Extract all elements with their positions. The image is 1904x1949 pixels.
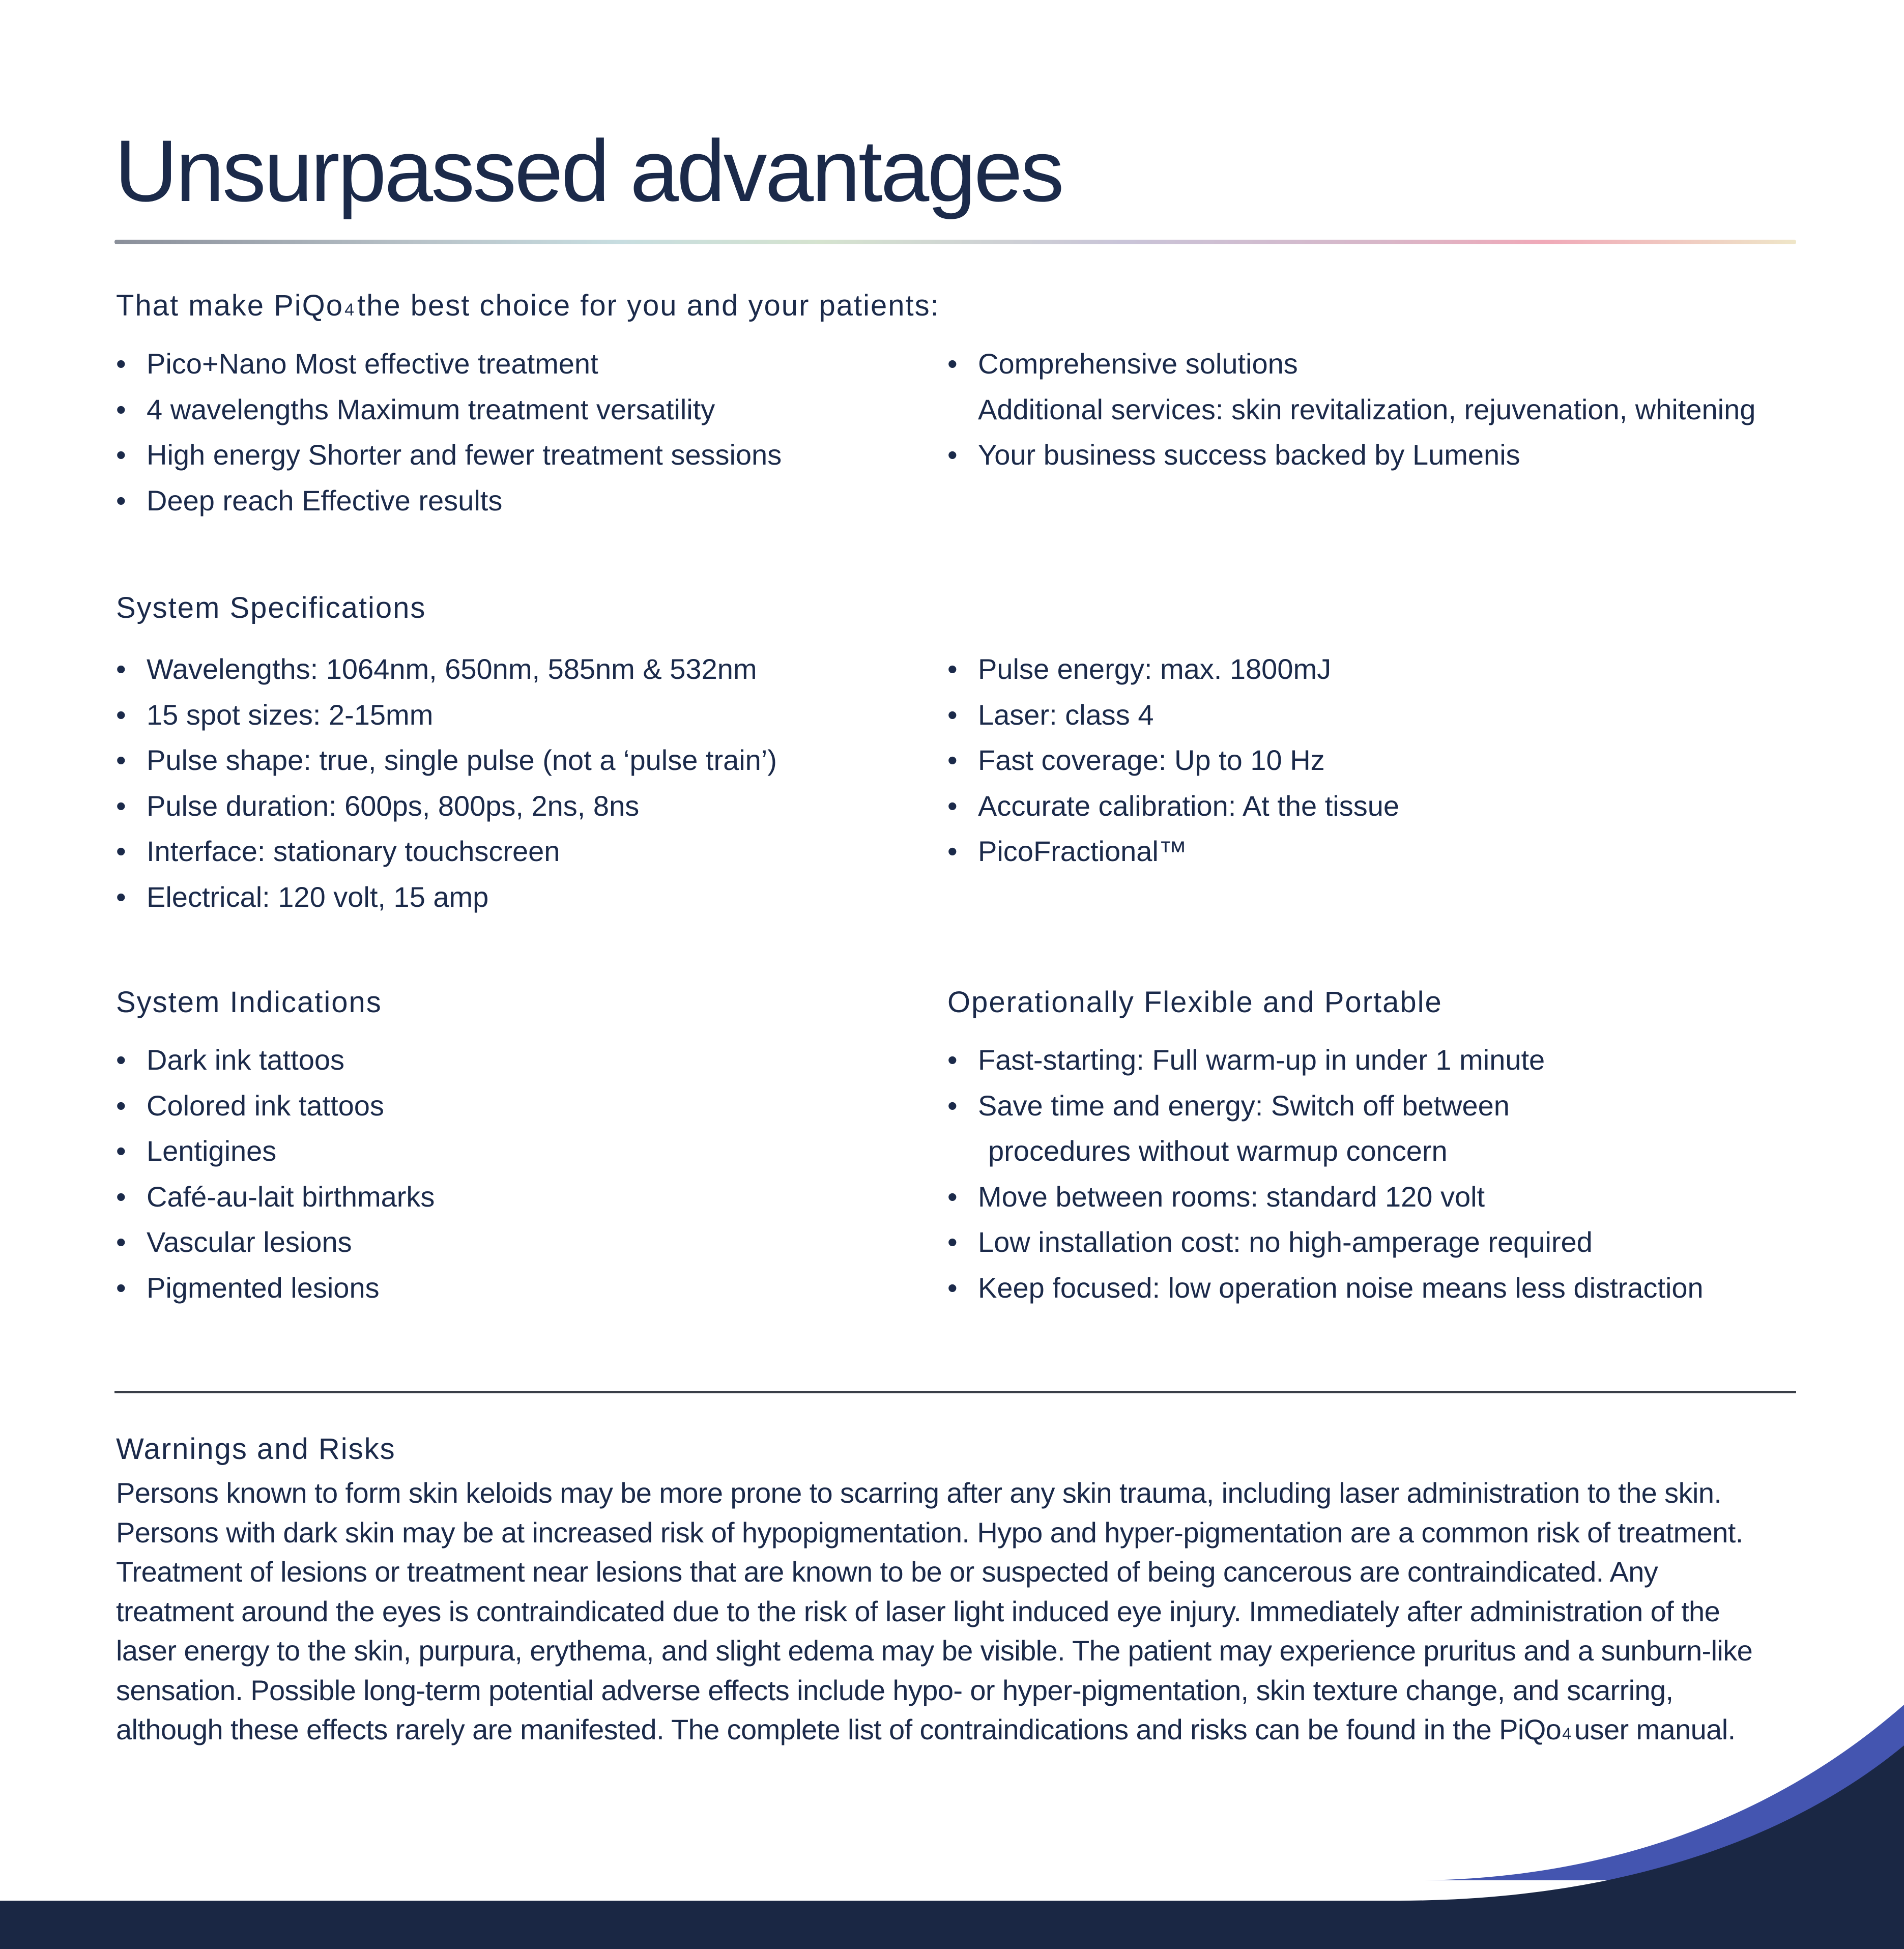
- list-item: • Accurate calibration: At the tissue: [947, 789, 1399, 822]
- list-item: • Vascular lesions: [116, 1226, 352, 1258]
- list-item-detail: Additional services: skin revitalization, rejuvenation, whitening: [978, 393, 1756, 425]
- list-item: • High energy Shorter and fewer treatment sessions: [116, 439, 782, 471]
- advantages-list-right: [947, 341, 1755, 478]
- list-item: • Save time and energy: Switch off between: [947, 1089, 1510, 1122]
- swoosh-accent: [0, 1705, 1904, 1880]
- specs-list-left: [116, 646, 777, 920]
- list-item: • Fast coverage: Up to 10 Hz: [947, 744, 1325, 776]
- list-item: • Pigmented lesions: [116, 1271, 380, 1304]
- decorative-swoosh: [0, 1705, 1904, 1949]
- list-item: • Pulse duration: 600ps, 800ps, 2ns, 8ns: [116, 789, 640, 822]
- list-item-detail: procedures without warmup concern: [988, 1135, 1448, 1167]
- flexible-list: [947, 1037, 1704, 1310]
- specs-list-right: [947, 646, 1399, 874]
- list-item: • Pulse energy: max. 1800mJ: [947, 653, 1332, 685]
- intro-line: [116, 288, 940, 328]
- list-item: • Colored ink tattoos: [116, 1089, 384, 1122]
- list-item: • Dark ink tattoos: [116, 1044, 345, 1076]
- list-item: • Comprehensive solutions: [947, 348, 1298, 380]
- list-item: • Lentigines: [116, 1135, 277, 1167]
- list-item: • Pico+Nano Most effective treatment: [116, 348, 598, 380]
- intro-text-end: the best choice for you and your patients:: [357, 289, 940, 322]
- list-item: • Low installation cost: no high-amperage required: [947, 1226, 1593, 1258]
- warnings-body: Persons known to form skin keloids may be more prone to scarring after any skin trauma, including laser administration to the skin. Persons with dark skin may be at increased risk of hypopigmentation. Hypo and hyper-pigmentation are a common risk of treatment. Treatment of lesions or treatment near lesions that are known to be or suspected of being cancerous are contraindicated. Any treatment around the eyes is contraindicated due to the risk of laser light induced eye injury. Immediately after administration of the laser energy to the skin, purpura, erythema, and slight edema may be visible. The patient may experience pruritus and a sunburn-like sensation. Possible long-term potential adverse effects include hypo- or hyper-pigmentation, skin texture change, and scarring, although these effects rarely are manifested. The complete list of contraindications and risks can be found in the PiQo4 user manual.: [116, 1477, 1753, 1745]
- gradient-divider: [114, 240, 1796, 244]
- list-item: • 4 wavelengths Maximum treatment versatility: [116, 393, 715, 425]
- intro-subscript: 4: [344, 300, 354, 320]
- list-item: • Electrical: 120 volt, 15 amp: [116, 880, 489, 913]
- list-item: • Move between rooms: standard 120 volt: [947, 1180, 1485, 1213]
- swoosh-navy: [0, 1745, 1904, 1949]
- list-item: • Deep reach Effective results: [116, 484, 503, 517]
- advantages-list-left: [116, 341, 782, 523]
- list-item: • Pulse shape: true, single pulse (not a ‘pulse train’): [116, 744, 777, 776]
- warnings-heading: Warnings and Risks: [116, 1432, 396, 1466]
- list-item: • Your business success backed by Lumenis: [947, 439, 1520, 471]
- list-item: • Wavelengths: 1064nm, 650nm, 585nm & 532nm: [116, 653, 757, 685]
- section-divider: [114, 1391, 1796, 1393]
- list-item: • PicoFractional™: [947, 835, 1187, 867]
- indications-heading: System Indications: [116, 986, 382, 1019]
- list-item: • Fast-starting: Full warm-up in under 1 minute: [947, 1044, 1545, 1076]
- page-title: Unsurpassed advantages: [114, 122, 1062, 220]
- flexible-heading: Operationally Flexible and Portable: [947, 986, 1443, 1019]
- list-item: • Keep focused: low operation noise means less distraction: [947, 1271, 1704, 1304]
- indications-list: [116, 1037, 435, 1310]
- list-item: • Café-au-lait birthmarks: [116, 1180, 435, 1213]
- specs-heading: System Specifications: [116, 591, 426, 624]
- list-item: • Interface: stationary touchscreen: [116, 835, 560, 867]
- list-item: • Laser: class 4: [947, 698, 1154, 731]
- intro-text: That make PiQo: [116, 289, 344, 322]
- list-item: • 15 spot sizes: 2-15mm: [116, 698, 434, 731]
